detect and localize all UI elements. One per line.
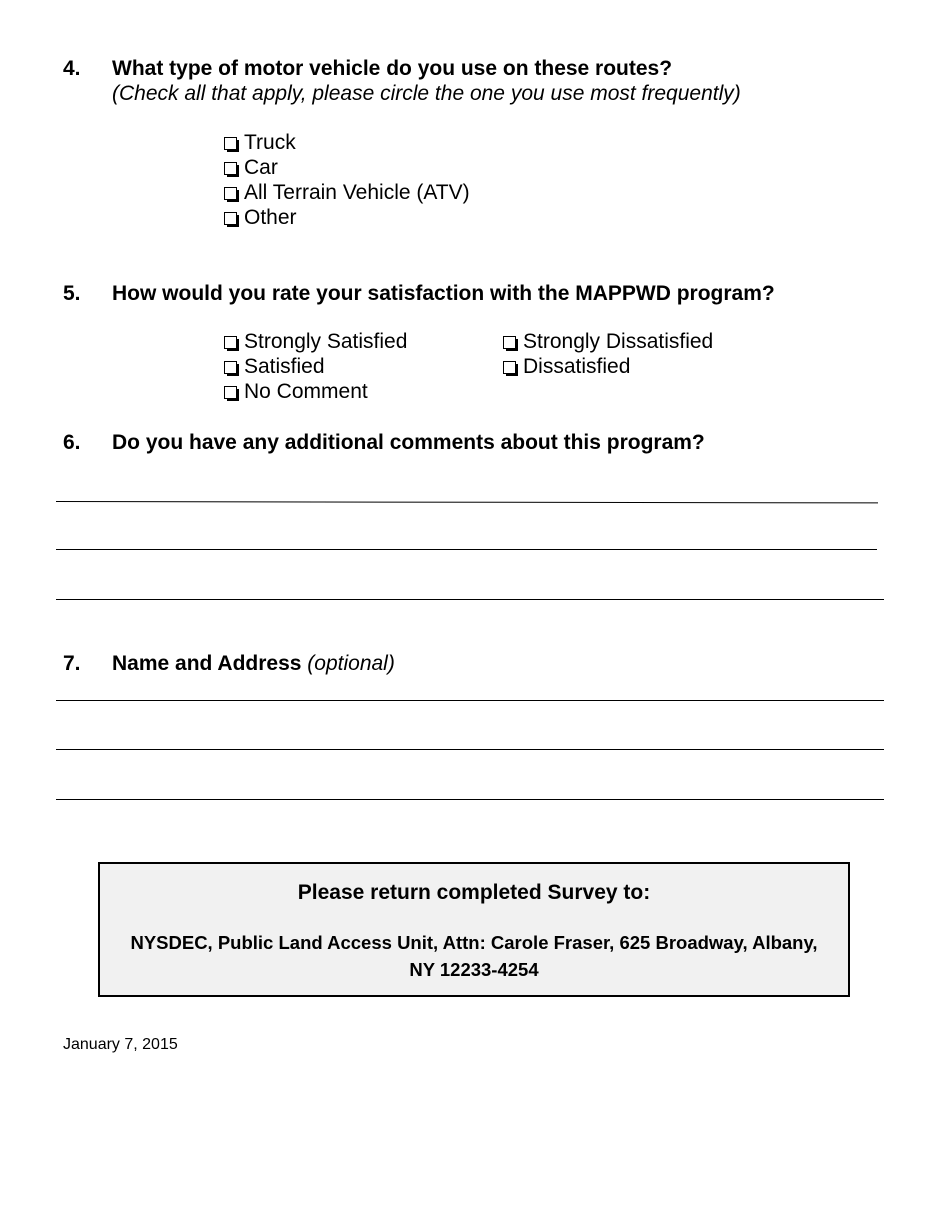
question-5-heading xyxy=(63,282,775,306)
name-address-line-3[interactable] xyxy=(56,799,884,800)
checkbox-icon[interactable] xyxy=(224,361,237,374)
return-address: NYSDEC, Public Land Access Unit, Attn: Carole Fraser, 625 Broadway, Albany, NY 12233-4254 xyxy=(130,932,818,980)
return-title: Please return completed Survey to: xyxy=(297,881,651,904)
option-other[interactable] xyxy=(224,206,297,230)
checkbox-icon[interactable] xyxy=(224,336,237,349)
option-label: All Terrain Vehicle (ATV) xyxy=(244,181,470,204)
option-label: Dissatisfied xyxy=(523,355,631,378)
checkbox-icon[interactable] xyxy=(224,162,237,175)
option-satisfied[interactable] xyxy=(224,355,325,379)
question-7-heading xyxy=(63,652,395,676)
question-4-heading xyxy=(63,57,672,81)
option-label: Strongly Satisfied xyxy=(244,330,408,353)
question-7-note: (optional) xyxy=(307,652,395,675)
option-label: Car xyxy=(244,156,278,179)
return-instructions-box xyxy=(98,862,850,997)
question-7-number: 7. xyxy=(63,652,81,675)
checkbox-icon[interactable] xyxy=(224,137,237,150)
document-date: January 7, 2015 xyxy=(63,1036,178,1053)
question-6-heading xyxy=(63,431,705,455)
comment-line-2[interactable] xyxy=(56,549,877,550)
option-strongly-dissatisfied[interactable] xyxy=(503,330,713,354)
checkbox-icon[interactable] xyxy=(224,187,237,200)
checkbox-icon[interactable] xyxy=(503,361,516,374)
question-5-number: 5. xyxy=(63,282,81,305)
comment-line-3[interactable] xyxy=(56,599,884,600)
checkbox-icon[interactable] xyxy=(224,386,237,399)
option-label: Truck xyxy=(244,131,296,154)
option-label: No Comment xyxy=(244,380,368,403)
question-4-number: 4. xyxy=(63,57,81,80)
question-4-text: What type of motor vehicle do you use on these routes? xyxy=(112,57,673,80)
checkbox-icon[interactable] xyxy=(224,212,237,225)
option-no-comment[interactable] xyxy=(224,380,368,404)
option-label: Satisfied xyxy=(244,355,325,378)
question-6-text: Do you have any additional comments about this program? xyxy=(112,431,705,454)
option-atv[interactable] xyxy=(224,181,470,205)
option-label: Strongly Dissatisfied xyxy=(523,330,714,353)
option-car[interactable] xyxy=(224,156,278,180)
question-5-text: How would you rate your satisfaction with the MAPPWD program? xyxy=(112,282,775,305)
option-label: Other xyxy=(244,206,297,229)
question-6-number: 6. xyxy=(63,431,81,454)
name-address-line-2[interactable] xyxy=(56,749,884,750)
name-address-line-1[interactable] xyxy=(56,700,884,701)
comment-line-1[interactable] xyxy=(56,501,878,503)
question-7-text: Name and Address xyxy=(112,652,302,675)
option-dissatisfied[interactable] xyxy=(503,355,630,379)
option-strongly-satisfied[interactable] xyxy=(224,330,407,354)
checkbox-icon[interactable] xyxy=(503,336,516,349)
question-4-instruction: (Check all that apply, please circle the one you use most frequently) xyxy=(112,82,741,105)
option-truck[interactable] xyxy=(224,131,296,155)
